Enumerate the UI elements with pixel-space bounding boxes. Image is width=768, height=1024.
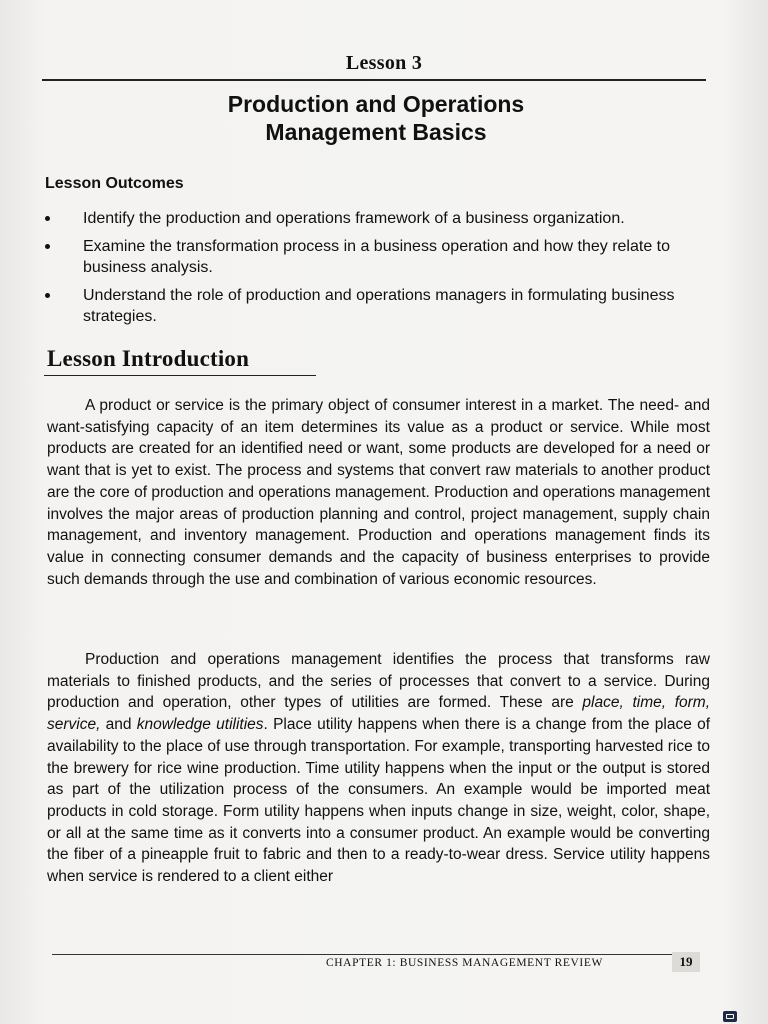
utility-terms: place, time, form, service, xyxy=(47,694,711,734)
list-item xyxy=(45,208,710,230)
page-number: 19 xyxy=(672,952,700,972)
footer-divider xyxy=(52,954,672,955)
paragraph-text: A product or service is the primary object of consumer interest in a market. The need- and want-satisfying capacity of an item determines its value as a product or service. While most products are created for an identified need or want, some products are developed for a need or want that is yet to exist. The process and systems that convert raw materials to another product are the core of production and operations management. Production and operations management involves the major areas of production planning and control, project management, supply chain management, and inventory management. Production and operations management finds its value in connecting consumer demands and the capacity of business enterprises to provide such demands through the use and combination of various economic resources. xyxy=(47,397,710,588)
title-divider xyxy=(42,79,706,81)
running-footer: CHAPTER 1: BUSINESS MANAGEMENT REVIEW xyxy=(326,957,603,969)
list-item xyxy=(45,236,710,279)
list-item xyxy=(45,285,710,328)
section-heading-underline xyxy=(44,375,316,376)
paragraph-text-run: and xyxy=(100,716,137,734)
bullet-icon xyxy=(45,293,50,298)
camscanner-icon xyxy=(723,1011,737,1022)
lesson-title xyxy=(0,90,752,146)
paragraph-text-run: Production and operations management identifies the process that transforms raw materials to finished products, and the series of processes that convert to a service. During production and operation, other types of utilities are formed. These are xyxy=(47,651,710,712)
intro-paragraph-2 xyxy=(47,649,710,888)
outcome-text: Understand the role of production and operations managers in formulating business strategies. xyxy=(83,286,675,325)
outcomes-heading: Lesson Outcomes xyxy=(45,175,184,192)
utility-terms: knowledge utilities xyxy=(136,716,264,734)
lesson-number: Lesson 3 xyxy=(345,52,423,74)
paragraph-text xyxy=(47,649,710,888)
section-heading: Lesson Introduction xyxy=(47,346,250,371)
paragraph-text-run: . Place utility happens when there is a change from the place of availability to the place of use through transportation. For example, transporting harvested rice to the brewery for rice wine production. Time utility happens when the input or the output is stored as part of the utilization process of the consumers. An example would be imported meat products in cold storage. Form utility happens when inputs change in size, weight, color, shape, or all at the same time as it converts into a consumer product. An example would be converting the fiber of a pineapple fruit to fabric and then to a ready-to-wear dress. Service utility happens when service is rendered to a client either xyxy=(47,716,711,886)
outcome-text: Examine the transformation process in a business operation and how they relate to business analysis. xyxy=(83,237,670,276)
lesson-title-line2: Management Basics xyxy=(265,119,487,145)
bullet-icon xyxy=(45,244,50,249)
outcome-text: Identify the production and operations framework of a business organization. xyxy=(83,210,625,227)
outcomes-list xyxy=(45,208,710,334)
bullet-icon xyxy=(45,216,50,221)
lesson-title-line1: Production and Operations xyxy=(227,91,525,117)
intro-paragraph-1 xyxy=(47,395,710,590)
